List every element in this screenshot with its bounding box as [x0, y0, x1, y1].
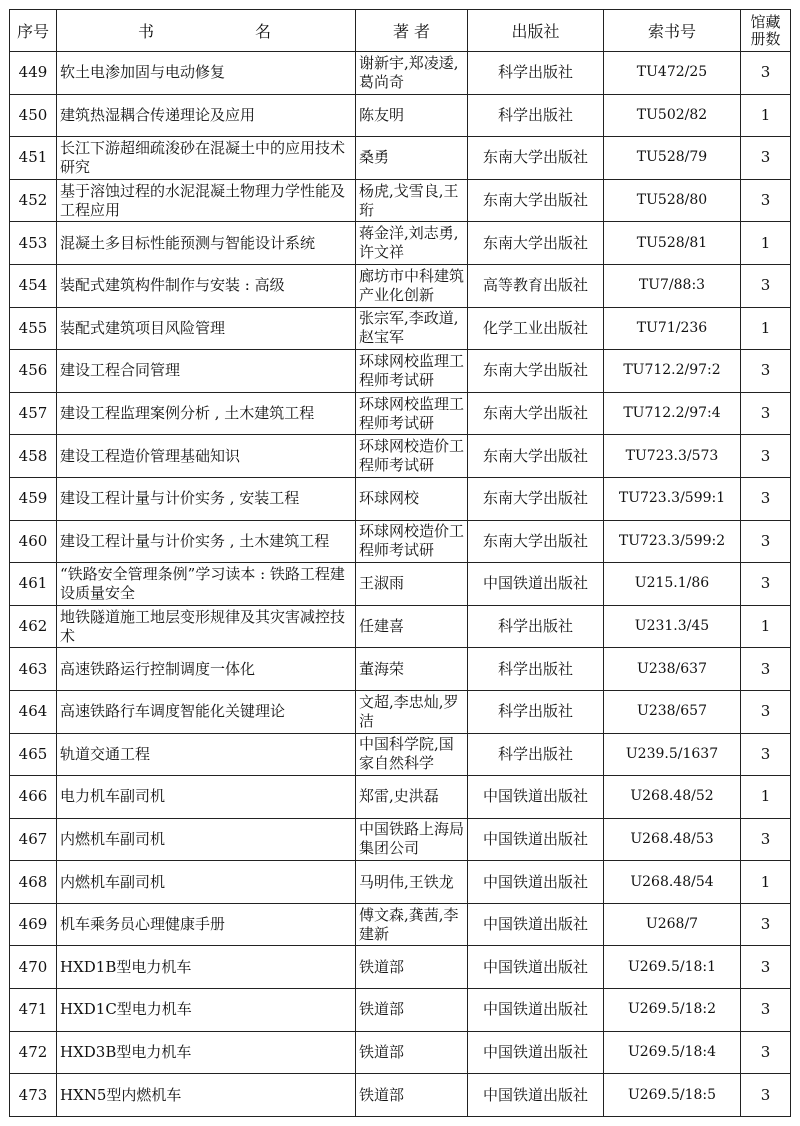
- cell-author: [356, 137, 468, 180]
- cell-copies: 1: [741, 94, 791, 137]
- cell-title: [57, 605, 356, 648]
- book-list-sheet: [9, 9, 791, 1117]
- cell-call-number: TU528/79: [604, 137, 741, 180]
- cell-no: 464: [10, 690, 57, 733]
- cell-title: [57, 94, 356, 137]
- cell-author-text: 文超,李忠灿,罗洁: [359, 692, 459, 730]
- cell-no: 469: [10, 903, 57, 946]
- cell-title: [57, 137, 356, 180]
- cell-author-text: 环球网校监理工程师考试研: [359, 394, 464, 432]
- cell-no: 466: [10, 776, 57, 819]
- cell-call-number: U268.48/53: [604, 818, 741, 861]
- cell-author-text: 杨虎,戈雪良,王珩: [359, 181, 459, 219]
- cell-copies: 3: [741, 1031, 791, 1074]
- cell-author-text: 傅文森,龚茜,李建新: [359, 905, 459, 943]
- cell-publisher: 中国铁道出版社: [468, 776, 604, 819]
- cell-title-text: 建设工程计量与计价实务 , 土木建筑工程: [60, 531, 330, 550]
- cell-no: 454: [10, 264, 57, 307]
- cell-call-number: TU528/81: [604, 222, 741, 265]
- cell-copies: 3: [741, 648, 791, 691]
- table-row: [10, 946, 791, 989]
- cell-copies: 3: [741, 818, 791, 861]
- header-author: 著 者: [356, 10, 468, 52]
- cell-no: 473: [10, 1074, 57, 1117]
- cell-author: [356, 1031, 468, 1074]
- header-publisher: 出版社: [468, 10, 604, 52]
- cell-call-number: U268.48/52: [604, 776, 741, 819]
- cell-title-text: HXD1C型电力机车: [60, 1000, 192, 1019]
- cell-title-text: HXN5型内燃机车: [60, 1085, 182, 1104]
- table-row: [10, 733, 791, 776]
- cell-author: [356, 903, 468, 946]
- cell-publisher: 中国铁道出版社: [468, 946, 604, 989]
- cell-title-text: 电力机车副司机: [60, 787, 166, 806]
- cell-call-number: TU723.3/599:1: [604, 477, 741, 520]
- header-no: 序号: [10, 10, 57, 52]
- cell-copies: 3: [741, 1074, 791, 1117]
- table-row: [10, 179, 791, 222]
- cell-title: [57, 989, 356, 1032]
- cell-title-text: 软土电渗加固与电动修复: [60, 63, 226, 82]
- cell-author: [356, 776, 468, 819]
- cell-copies: 3: [741, 563, 791, 606]
- cell-call-number: TU7/88:3: [604, 264, 741, 307]
- table-row: [10, 818, 791, 861]
- cell-author-text: 铁道部: [359, 1042, 405, 1061]
- cell-no: 461: [10, 563, 57, 606]
- cell-no: 463: [10, 648, 57, 691]
- table-row: [10, 52, 791, 95]
- cell-title: [57, 264, 356, 307]
- cell-copies: 3: [741, 137, 791, 180]
- cell-author: [356, 648, 468, 691]
- cell-author: [356, 435, 468, 478]
- cell-author-text: 陈友明: [359, 105, 405, 124]
- cell-title: [57, 1074, 356, 1117]
- cell-title-text: 混凝土多目标性能预测与智能设计系统: [60, 233, 316, 252]
- cell-author: [356, 350, 468, 393]
- table-row: [10, 563, 791, 606]
- cell-title: [57, 350, 356, 393]
- table-row: [10, 861, 791, 904]
- cell-publisher: 科学出版社: [468, 733, 604, 776]
- cell-author-text: 中国科学院,国家自然科学: [359, 735, 454, 773]
- cell-copies: 1: [741, 861, 791, 904]
- table-row: [10, 477, 791, 520]
- cell-title: [57, 776, 356, 819]
- table-row: [10, 903, 791, 946]
- table-row: [10, 137, 791, 180]
- cell-publisher: 中国铁道出版社: [468, 818, 604, 861]
- cell-no: 459: [10, 477, 57, 520]
- cell-author-text: 中国铁路上海局集团公司: [359, 820, 464, 858]
- cell-publisher: 东南大学出版社: [468, 222, 604, 265]
- cell-no: 455: [10, 307, 57, 350]
- cell-title: [57, 435, 356, 478]
- cell-copies: 3: [741, 946, 791, 989]
- cell-title: [57, 52, 356, 95]
- cell-no: 468: [10, 861, 57, 904]
- cell-publisher: 中国铁道出版社: [468, 989, 604, 1032]
- cell-title-text: HXD1B型电力机车: [60, 957, 192, 976]
- cell-author: [356, 520, 468, 563]
- cell-author-text: 铁道部: [359, 1000, 405, 1019]
- cell-author-text: 铁道部: [359, 1085, 405, 1104]
- cell-publisher: 东南大学出版社: [468, 392, 604, 435]
- cell-copies: 3: [741, 989, 791, 1032]
- table-row: [10, 1031, 791, 1074]
- cell-title-text: 内燃机车副司机: [60, 829, 166, 848]
- cell-no: 450: [10, 94, 57, 137]
- cell-copies: 1: [741, 222, 791, 265]
- cell-publisher: 东南大学出版社: [468, 137, 604, 180]
- cell-no: 462: [10, 605, 57, 648]
- cell-author: [356, 733, 468, 776]
- cell-no: 471: [10, 989, 57, 1032]
- header-title: 书 名: [57, 10, 356, 52]
- table-row: [10, 222, 791, 265]
- table-row: [10, 350, 791, 393]
- table-body: [10, 52, 791, 1117]
- cell-no: 460: [10, 520, 57, 563]
- cell-title: [57, 563, 356, 606]
- cell-publisher: 化学工业出版社: [468, 307, 604, 350]
- cell-author-text: 王淑雨: [359, 574, 405, 593]
- table-row: [10, 264, 791, 307]
- cell-copies: 3: [741, 179, 791, 222]
- cell-no: 465: [10, 733, 57, 776]
- header-row: [10, 10, 791, 52]
- cell-title: [57, 477, 356, 520]
- cell-author-text: 董海荣: [359, 659, 405, 678]
- cell-title-text: 内燃机车副司机: [60, 872, 166, 891]
- cell-publisher: 东南大学出版社: [468, 477, 604, 520]
- cell-title: [57, 1031, 356, 1074]
- cell-title-text: “铁路安全管理条例”学习读本 : 铁路工程建设质量安全: [60, 564, 345, 602]
- table-row: [10, 435, 791, 478]
- cell-no: 457: [10, 392, 57, 435]
- cell-title-text: 建筑热湿耦合传递理论及应用: [60, 105, 256, 124]
- cell-author: [356, 222, 468, 265]
- cell-call-number: U215.1/86: [604, 563, 741, 606]
- cell-author-text: 环球网校: [359, 489, 420, 508]
- cell-author-text: 郑雷,史洪磊: [359, 787, 439, 806]
- cell-call-number: U269.5/18:5: [604, 1074, 741, 1117]
- cell-title-text: 建设工程监理案例分析 , 土木建筑工程: [60, 404, 315, 423]
- cell-copies: 3: [741, 477, 791, 520]
- cell-call-number: TU502/82: [604, 94, 741, 137]
- table-row: [10, 690, 791, 733]
- cell-title-text: 长江下游超细疏浚砂在混凝土中的应用技术研究: [60, 138, 346, 176]
- cell-publisher: 高等教育出版社: [468, 264, 604, 307]
- cell-call-number: U269.5/18:4: [604, 1031, 741, 1074]
- cell-no: 451: [10, 137, 57, 180]
- cell-copies: 1: [741, 776, 791, 819]
- cell-title-text: 装配式建筑项目风险管理: [60, 318, 226, 337]
- table-row: [10, 648, 791, 691]
- cell-title: [57, 903, 356, 946]
- cell-title-text: 地铁隧道施工地层变形规律及其灾害减控技术: [60, 607, 346, 645]
- cell-copies: 3: [741, 690, 791, 733]
- cell-title-text: 机车乘务员心理健康手册: [60, 915, 226, 934]
- cell-publisher: 中国铁道出版社: [468, 903, 604, 946]
- cell-author: [356, 52, 468, 95]
- cell-author: [356, 307, 468, 350]
- cell-author: [356, 477, 468, 520]
- table-row: [10, 94, 791, 137]
- cell-copies: 3: [741, 52, 791, 95]
- cell-title: [57, 733, 356, 776]
- cell-author-text: 任建喜: [359, 617, 405, 636]
- cell-author-text: 谢新宇,郑凌逶,葛尚奇: [359, 53, 459, 91]
- cell-publisher: 科学出版社: [468, 94, 604, 137]
- cell-title-text: 基于溶蚀过程的水泥混凝土物理力学性能及工程应用: [60, 181, 346, 219]
- cell-title-text: 建设工程造价管理基础知识: [60, 446, 241, 465]
- cell-publisher: 中国铁道出版社: [468, 1031, 604, 1074]
- cell-publisher: 中国铁道出版社: [468, 861, 604, 904]
- header-copies: 馆藏册数: [741, 10, 791, 52]
- cell-publisher: 中国铁道出版社: [468, 563, 604, 606]
- cell-no: 452: [10, 179, 57, 222]
- cell-author: [356, 94, 468, 137]
- cell-title-text: 高速铁路行车调度智能化关键理论: [60, 702, 286, 721]
- cell-author-text: 铁道部: [359, 957, 405, 976]
- cell-no: 472: [10, 1031, 57, 1074]
- cell-author: [356, 563, 468, 606]
- cell-title-text: 高速铁路运行控制调度一体化: [60, 659, 256, 678]
- cell-author: [356, 392, 468, 435]
- table-row: [10, 307, 791, 350]
- cell-no: 453: [10, 222, 57, 265]
- table-row: [10, 392, 791, 435]
- table-row: [10, 776, 791, 819]
- cell-no: 449: [10, 52, 57, 95]
- cell-copies: 3: [741, 264, 791, 307]
- cell-title-text: 建设工程计量与计价实务 , 安装工程: [60, 489, 300, 508]
- cell-author-text: 廊坊市中科建筑产业化创新: [359, 266, 464, 304]
- cell-title: [57, 392, 356, 435]
- cell-author-text: 环球网校造价工程师考试研: [359, 522, 464, 560]
- header-call-number: 索书号: [604, 10, 741, 52]
- cell-author-text: 张宗军,李政道,赵宝军: [359, 309, 459, 347]
- cell-title-text: HXD3B型电力机车: [60, 1042, 192, 1061]
- cell-publisher: 科学出版社: [468, 605, 604, 648]
- cell-call-number: U268.48/54: [604, 861, 741, 904]
- cell-copies: 1: [741, 605, 791, 648]
- cell-title: [57, 690, 356, 733]
- cell-copies: 3: [741, 903, 791, 946]
- cell-author: [356, 1074, 468, 1117]
- cell-title-text: 装配式建筑构件制作与安装 : 高级: [60, 276, 285, 295]
- cell-author: [356, 818, 468, 861]
- cell-title: [57, 179, 356, 222]
- table-row: [10, 605, 791, 648]
- cell-copies: 3: [741, 733, 791, 776]
- cell-author-text: 环球网校造价工程师考试研: [359, 437, 464, 475]
- cell-publisher: 科学出版社: [468, 52, 604, 95]
- cell-call-number: U231.3/45: [604, 605, 741, 648]
- table-row: [10, 1074, 791, 1117]
- cell-call-number: TU71/236: [604, 307, 741, 350]
- cell-author-text: 蒋金洋,刘志勇,许文祥: [359, 224, 459, 262]
- cell-author: [356, 605, 468, 648]
- cell-call-number: TU723.3/573: [604, 435, 741, 478]
- cell-author-text: 环球网校监理工程师考试研: [359, 351, 464, 389]
- cell-title: [57, 222, 356, 265]
- cell-no: 470: [10, 946, 57, 989]
- cell-publisher: 科学出版社: [468, 690, 604, 733]
- cell-no: 456: [10, 350, 57, 393]
- cell-author: [356, 989, 468, 1032]
- table-row: [10, 989, 791, 1032]
- cell-copies: 1: [741, 307, 791, 350]
- cell-call-number: TU472/25: [604, 52, 741, 95]
- cell-title: [57, 520, 356, 563]
- cell-title-text: 轨道交通工程: [60, 744, 151, 763]
- cell-author: [356, 861, 468, 904]
- cell-call-number: TU528/80: [604, 179, 741, 222]
- cell-publisher: 东南大学出版社: [468, 520, 604, 563]
- cell-publisher: 东南大学出版社: [468, 179, 604, 222]
- cell-publisher: 东南大学出版社: [468, 435, 604, 478]
- cell-title: [57, 648, 356, 691]
- cell-publisher: 中国铁道出版社: [468, 1074, 604, 1117]
- cell-author: [356, 264, 468, 307]
- cell-call-number: U238/637: [604, 648, 741, 691]
- cell-copies: 3: [741, 392, 791, 435]
- cell-copies: 3: [741, 435, 791, 478]
- cell-call-number: U239.5/1637: [604, 733, 741, 776]
- cell-no: 467: [10, 818, 57, 861]
- book-table: [9, 9, 791, 1117]
- cell-call-number: TU712.2/97:4: [604, 392, 741, 435]
- cell-call-number: U269.5/18:1: [604, 946, 741, 989]
- cell-no: 458: [10, 435, 57, 478]
- cell-call-number: TU723.3/599:2: [604, 520, 741, 563]
- cell-call-number: U268/7: [604, 903, 741, 946]
- table-row: [10, 520, 791, 563]
- cell-author: [356, 690, 468, 733]
- cell-call-number: TU712.2/97:2: [604, 350, 741, 393]
- cell-copies: 3: [741, 520, 791, 563]
- cell-copies: 3: [741, 350, 791, 393]
- cell-author-text: 马明伟,王铁龙: [359, 872, 454, 891]
- cell-title: [57, 818, 356, 861]
- table-header: [10, 10, 791, 52]
- cell-author: [356, 179, 468, 222]
- cell-call-number: U269.5/18:2: [604, 989, 741, 1032]
- cell-publisher: 东南大学出版社: [468, 350, 604, 393]
- cell-title: [57, 861, 356, 904]
- cell-call-number: U238/657: [604, 690, 741, 733]
- cell-title: [57, 307, 356, 350]
- cell-author: [356, 946, 468, 989]
- cell-title-text: 建设工程合同管理: [60, 361, 181, 380]
- cell-author-text: 桑勇: [359, 148, 390, 167]
- cell-publisher: 科学出版社: [468, 648, 604, 691]
- cell-title: [57, 946, 356, 989]
